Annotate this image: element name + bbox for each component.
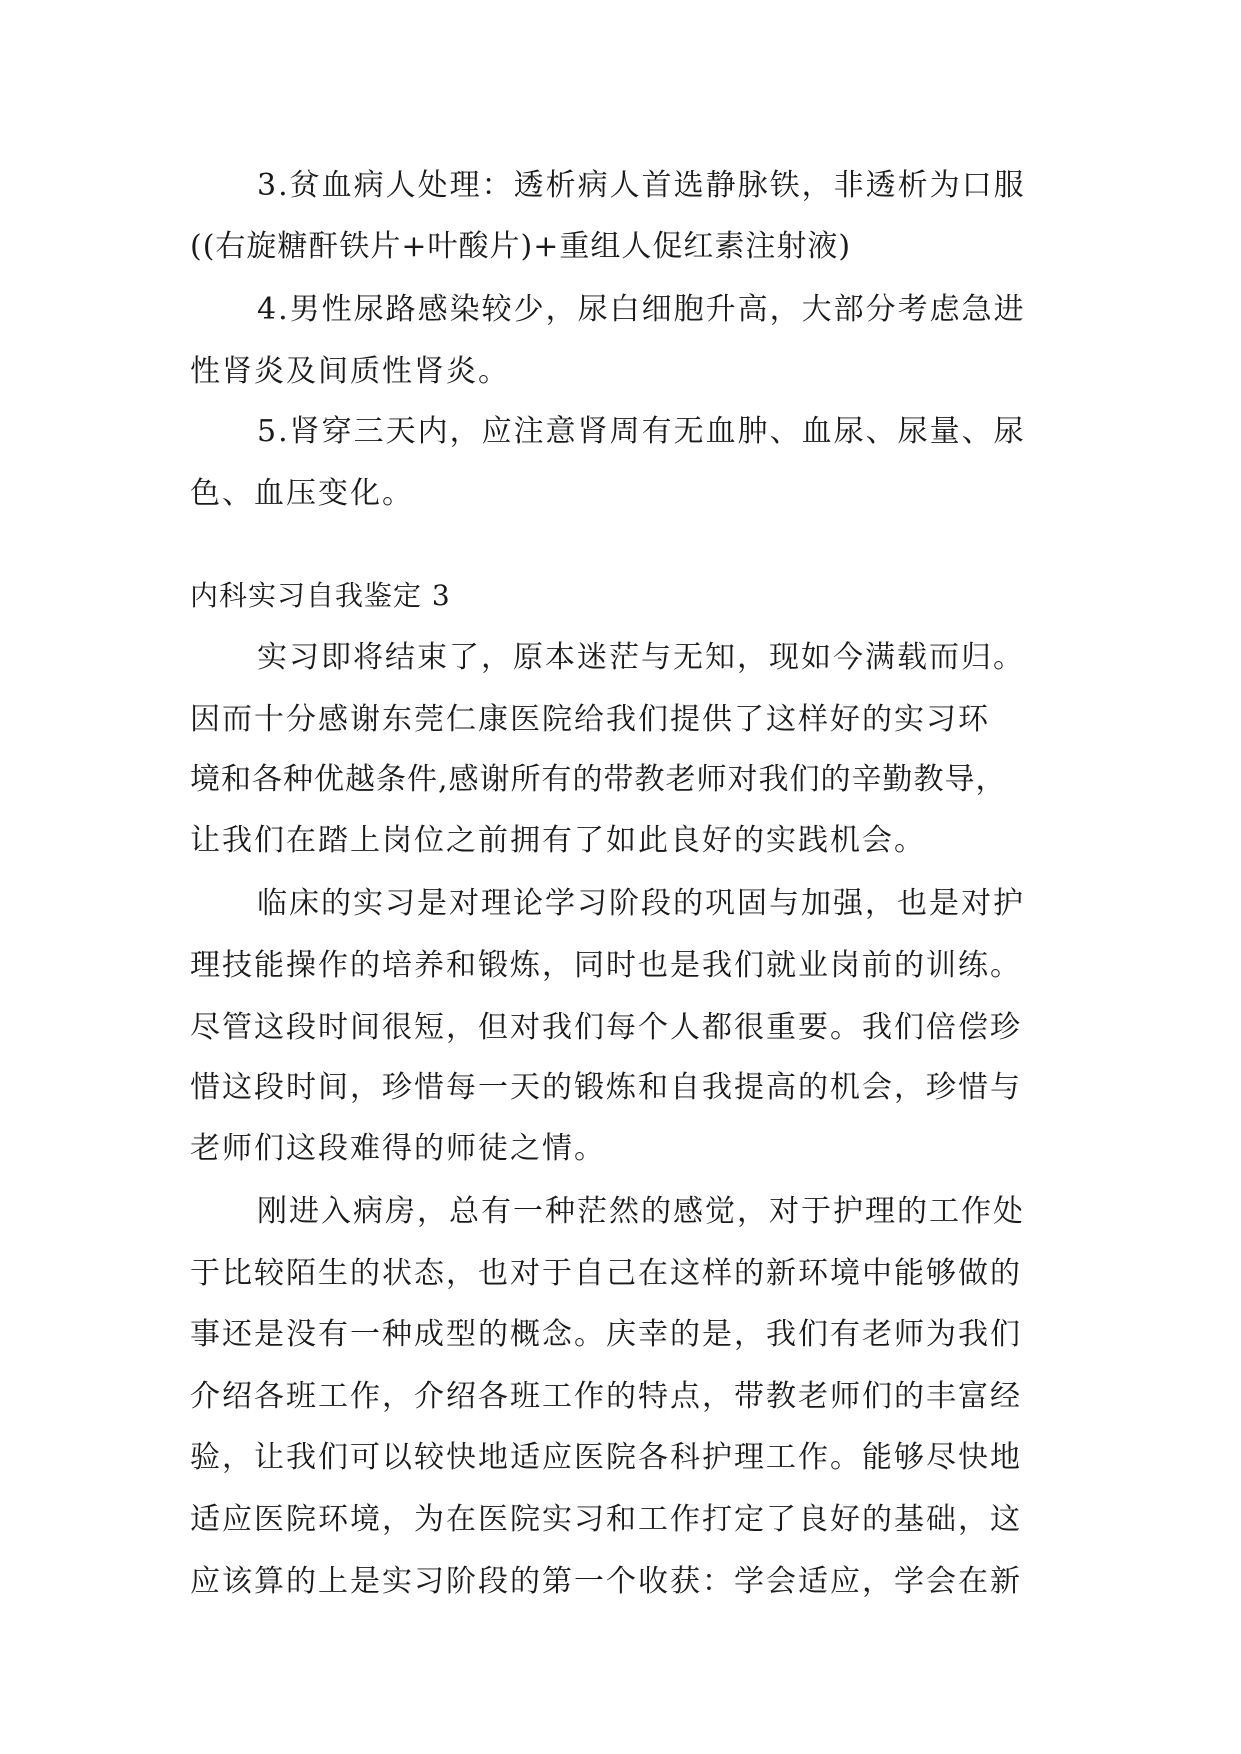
text-line: 临床的实习是对理论学习阶段的巩固与加强，也是对护 (257, 886, 1025, 921)
text-line: 实习即将结束了，原本迷茫与无知，现如今满载而归。 (257, 640, 1025, 675)
text-line: 4.男性尿路感染较少，尿白细胞升高，大部分考虑急进 (257, 292, 1026, 327)
text-line: 尽管这段时间很短，但对我们每个人都很重要。我们倍偿珍 (190, 1010, 1022, 1045)
text-line: 介绍各班工作，介绍各班工作的特点，带教老师们的丰富经 (190, 1379, 1022, 1414)
text-line: 3.贫血病人处理：透析病人首选静脉铁，非透析为口服 (257, 168, 1026, 203)
text-line: 应该算的上是实习阶段的第一个收获：学会适应，学会在新 (190, 1564, 1022, 1599)
text-line: ((右旋糖酐铁片+叶酸片)+重组人促红素注射液) (190, 229, 852, 264)
text-line: 适应医院环境，为在医院实习和工作打定了良好的基础，这 (190, 1502, 1022, 1537)
text-line: 性肾炎及间质性肾炎。 (190, 354, 510, 389)
text-line: 境和各种优越条件,感谢所有的带教老师对我们的辛勤教导， (190, 762, 1007, 797)
section-title: 内科实习自我鉴定 3 (190, 579, 451, 612)
text-line: 于比较陌生的状态，也对于自己在这样的新环境中能够做的 (190, 1256, 1022, 1291)
text-line: 让我们在踏上岗位之前拥有了如此良好的实践机会。 (190, 823, 926, 858)
text-line: 老师们这段难得的师徒之情。 (190, 1131, 606, 1166)
text-line: 色、血压变化。 (190, 476, 414, 511)
text-line: 因而十分感谢东莞仁康医院给我们提供了这样好的实习环 (190, 702, 990, 737)
text-line: 5.肾穿三天内，应注意肾周有无血肿、血尿、尿量、尿 (257, 414, 1026, 449)
text-line: 刚进入病房，总有一种茫然的感觉，对于护理的工作处 (257, 1194, 1025, 1229)
text-line: 理技能操作的培养和锻炼，同时也是我们就业岗前的训练。 (190, 948, 1022, 983)
text-line: 验，让我们可以较快地适应医院各科护理工作。能够尽快地 (190, 1440, 1022, 1475)
text-line: 事还是没有一种成型的概念。庆幸的是，我们有老师为我们 (190, 1317, 1022, 1352)
text-line: 惜这段时间，珍惜每一天的锻炼和自我提高的机会，珍惜与 (190, 1070, 1022, 1105)
